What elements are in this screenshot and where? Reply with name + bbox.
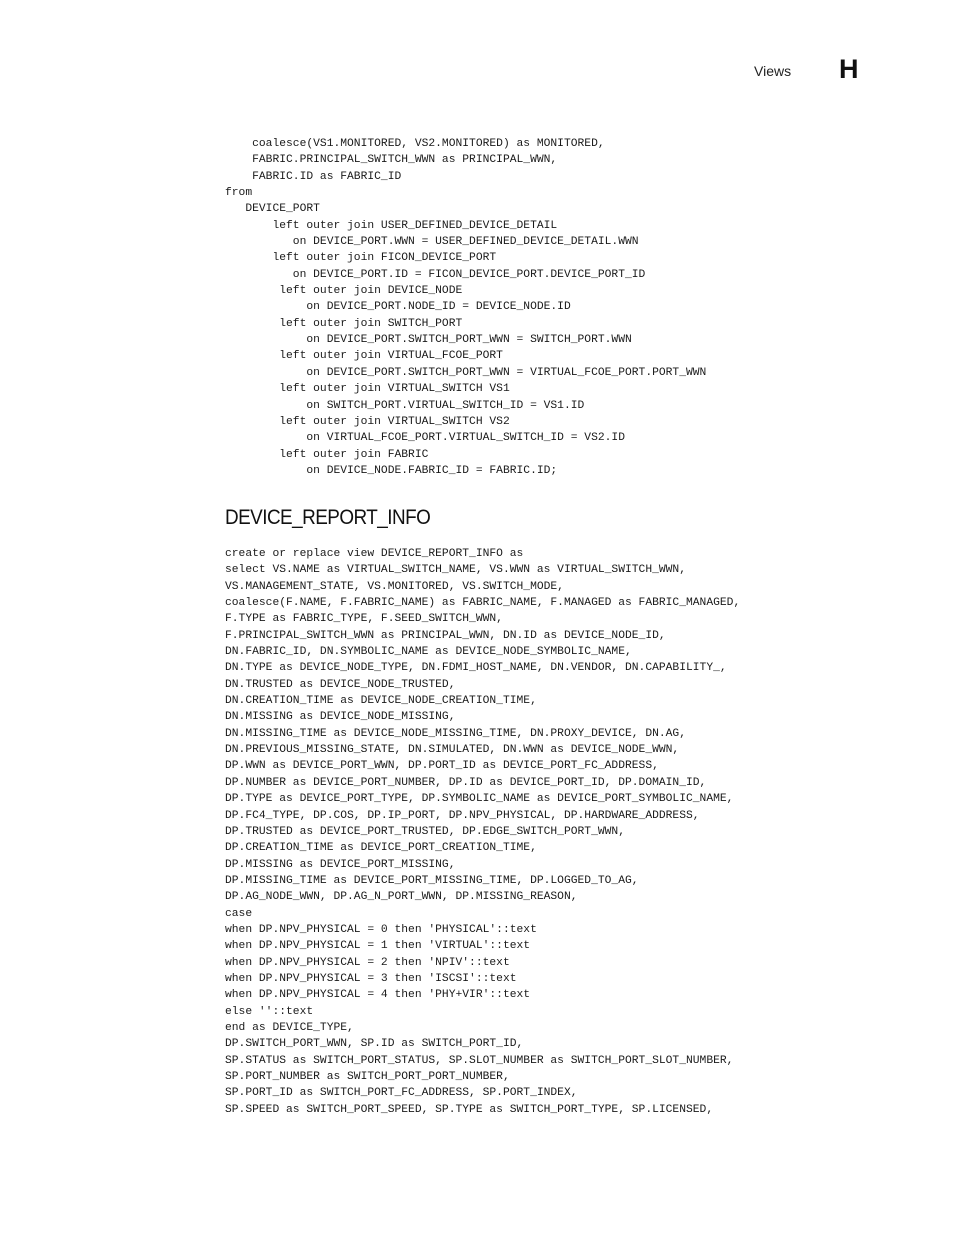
code-line: on DEVICE_NODE.FABRIC_ID = FABRIC.ID; [225,464,558,477]
code-line: on SWITCH_PORT.VIRTUAL_SWITCH_ID = VS1.ID [225,399,585,412]
code-line: F.PRINCIPAL_SWITCH_WWN as PRINCIPAL_WWN, DN.ID as DEVICE_NODE_ID, [225,629,666,642]
code-line: DP.FC4_TYPE, DP.COS, DP.IP_PORT, DP.NPV_PHYSICAL, DP.HARDWARE_ADDRESS, [225,809,700,822]
code-line: DN.TYPE as DEVICE_NODE_TYPE, DN.FDMI_HOST_NAME, DN.VENDOR, DN.CAPABILITY_, [225,662,727,675]
code-line: VS.MANAGEMENT_STATE, VS.MONITORED, VS.SWITCH_MODE, [225,580,564,593]
sql-code-block-device-report-info [225,546,740,1118]
code-line: DP.WWN as DEVICE_PORT_WWN, DP.PORT_ID as DEVICE_PORT_FC_ADDRESS, [225,760,659,773]
code-line: coalesce(F.NAME, F.FABRIC_NAME) as FABRIC_NAME, F.MANAGED as FABRIC_MANAGED, [225,597,741,610]
header-section-name: Views [754,63,792,79]
code-line: left outer join DEVICE_NODE [225,285,463,298]
code-line: DN.CREATION_TIME as DEVICE_NODE_CREATION_TIME, [225,695,537,708]
code-line: else ''::text [225,1005,314,1018]
code-line: DP.AG_NODE_WWN, DP.AG_N_PORT_WWN, DP.MISSING_REASON, [225,891,578,904]
code-line: DP.TRUSTED as DEVICE_PORT_TRUSTED, DP.EDGE_SWITCH_PORT_WWN, [225,825,625,838]
code-line: DN.PREVIOUS_MISSING_STATE, DN.SIMULATED, DN.WWN as DEVICE_NODE_WWN, [225,744,680,757]
code-line: SP.STATUS as SWITCH_PORT_STATUS, SP.SLOT_NUMBER as SWITCH_PORT_SLOT_NUMBER, [225,1054,734,1067]
code-line: when DP.NPV_PHYSICAL = 0 then 'PHYSICAL'::text [225,923,537,936]
appendix-letter: H [839,54,859,84]
code-line: SP.PORT_ID as SWITCH_PORT_FC_ADDRESS, SP.PORT_INDEX, [225,1087,578,1100]
code-line: FABRIC.ID as FABRIC_ID [225,170,402,183]
code-line: left outer join VIRTUAL_FCOE_PORT [225,350,503,363]
code-line: DN.MISSING as DEVICE_NODE_MISSING, [225,711,456,724]
code-line: DP.TYPE as DEVICE_PORT_TYPE, DP.SYMBOLIC_NAME as DEVICE_PORT_SYMBOLIC_NAME, [225,793,734,806]
code-line: DEVICE_PORT [225,203,320,216]
code-line: on DEVICE_PORT.ID = FICON_DEVICE_PORT.DEVICE_PORT_ID [225,268,646,281]
code-line: DP.MISSING as DEVICE_PORT_MISSING, [225,858,456,871]
code-line: from [225,187,253,200]
sql-code-block-continued [225,136,706,479]
code-line: on DEVICE_PORT.SWITCH_PORT_WWN = SWITCH_PORT.WWN [225,334,632,347]
code-line: SP.PORT_NUMBER as SWITCH_PORT_PORT_NUMBER, [225,1071,510,1083]
section-heading: DEVICE_REPORT_INFO [225,506,431,529]
code-line: left outer join FICON_DEVICE_PORT [225,252,497,265]
code-line: when DP.NPV_PHYSICAL = 2 then 'NPIV'::text [225,956,510,969]
code-line: when DP.NPV_PHYSICAL = 3 then 'ISCSI'::text [225,972,517,985]
code-line: case [225,907,253,920]
code-line: select VS.NAME as VIRTUAL_SWITCH_NAME, VS.WWN as VIRTUAL_SWITCH_WWN, [225,564,686,577]
code-line: on DEVICE_PORT.SWITCH_PORT_WWN = VIRTUAL_FCOE_PORT.PORT_WWN [225,366,707,379]
code-line: left outer join FABRIC [225,448,429,461]
code-line: create or replace view DEVICE_REPORT_INFO as [225,548,524,560]
code-line: DN.FABRIC_ID, DN.SYMBOLIC_NAME as DEVICE_NODE_SYMBOLIC_NAME, [225,646,632,659]
code-line: on DEVICE_PORT.WWN = USER_DEFINED_DEVICE_DETAIL.WWN [225,236,639,249]
code-line: F.TYPE as FABRIC_TYPE, F.SEED_SWITCH_WWN, [225,613,503,626]
code-line: left outer join SWITCH_PORT [225,317,463,330]
code-line: SP.SPEED as SWITCH_PORT_SPEED, SP.TYPE as SWITCH_PORT_TYPE, SP.LICENSED, [225,1103,714,1116]
code-line: DN.TRUSTED as DEVICE_NODE_TRUSTED, [225,678,456,691]
code-line: FABRIC.PRINCIPAL_SWITCH_WWN as PRINCIPAL_WWN, [225,154,558,167]
code-line: on VIRTUAL_FCOE_PORT.VIRTUAL_SWITCH_ID = VS2.ID [225,432,625,445]
code-line: on DEVICE_PORT.NODE_ID = DEVICE_NODE.ID [225,301,571,314]
code-line: when DP.NPV_PHYSICAL = 4 then 'PHY+VIR'::text [225,989,531,1002]
code-line: left outer join USER_DEFINED_DEVICE_DETAIL [225,219,558,232]
code-line: DN.MISSING_TIME as DEVICE_NODE_MISSING_TIME, DN.PROXY_DEVICE, DN.AG, [225,727,686,740]
code-line: DP.CREATION_TIME as DEVICE_PORT_CREATION_TIME, [225,842,537,855]
code-line: end as DEVICE_TYPE, [225,1021,354,1034]
code-line: when DP.NPV_PHYSICAL = 1 then 'VIRTUAL'::text [225,940,531,953]
code-line: DP.SWITCH_PORT_WWN, SP.ID as SWITCH_PORT_ID, [225,1038,524,1051]
code-line: DP.MISSING_TIME as DEVICE_PORT_MISSING_TIME, DP.LOGGED_TO_AG, [225,874,639,887]
code-line: left outer join VIRTUAL_SWITCH VS2 [225,415,510,428]
code-line: DP.NUMBER as DEVICE_PORT_NUMBER, DP.ID as DEVICE_PORT_ID, DP.DOMAIN_ID, [225,776,707,789]
code-line: left outer join VIRTUAL_SWITCH VS1 [225,383,510,396]
code-line: coalesce(VS1.MONITORED, VS2.MONITORED) as MONITORED, [225,138,605,150]
